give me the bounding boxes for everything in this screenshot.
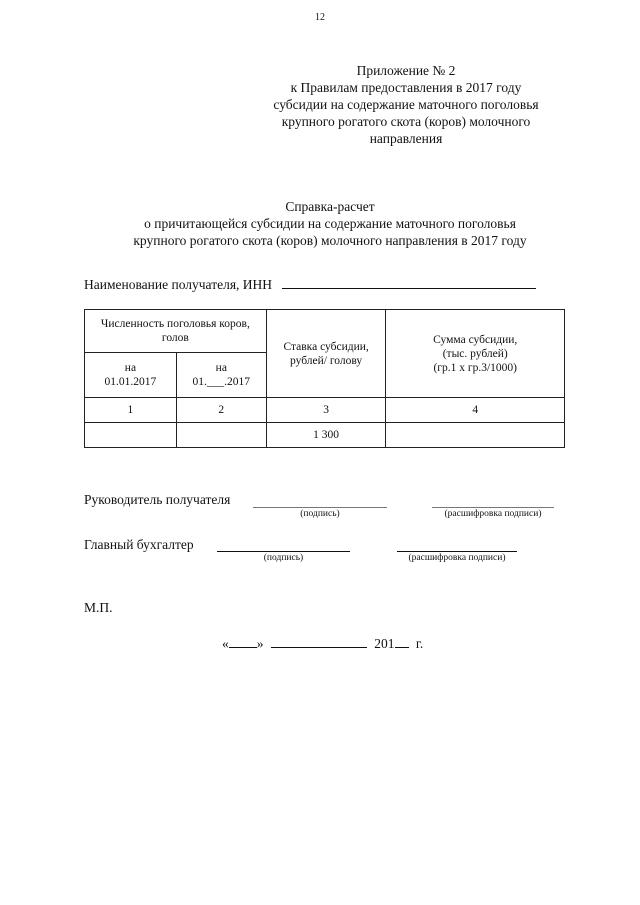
header-on-prefix: на <box>215 362 227 374</box>
accountant-signature-hint: (подпись) <box>263 553 304 563</box>
data-cell-sum[interactable] <box>386 423 565 448</box>
header-rate: Ставка субсидии, рублей/ голову <box>266 310 386 398</box>
header-date-value: 01.___.2017 <box>192 376 251 388</box>
header-sum-line: (гр.1 х гр.3/1000) <box>433 361 518 374</box>
appendix-line: Приложение № 2 <box>356 63 456 78</box>
year-suffix: г. <box>415 636 424 651</box>
year-prefix: 201 <box>374 636 395 651</box>
head-signature-line[interactable] <box>253 506 387 508</box>
data-cell-livestock-start[interactable] <box>85 423 177 448</box>
header-on-prefix: на <box>124 362 137 374</box>
appendix-header <box>236 62 576 147</box>
header-sum-line: (тыс. рублей) <box>442 347 508 360</box>
title-line: о причитающейся субсидии на содержание маточного поголовья <box>144 216 516 231</box>
title-line: Справка-расчет <box>285 199 375 214</box>
header-date-1 <box>85 353 177 398</box>
data-cell-rate: 1 300 <box>266 423 386 448</box>
stamp-label: М.П. <box>84 600 113 615</box>
col-number: 2 <box>176 398 266 423</box>
recipient-row <box>84 276 536 293</box>
date-open-quote: « <box>222 636 229 651</box>
col-number: 1 <box>85 398 177 423</box>
document-title <box>60 198 600 249</box>
year-field[interactable] <box>395 636 409 648</box>
col-number: 3 <box>266 398 386 423</box>
head-decoding-hint: (расшифровка подписи) <box>444 509 542 519</box>
page-number: 12 <box>315 12 325 23</box>
header-date-2 <box>176 353 266 398</box>
title-line: крупного рогатого скота (коров) молочного направления в 2017 году <box>133 233 527 248</box>
head-signature-hint: (подпись) <box>300 509 340 519</box>
recipient-input-line[interactable] <box>282 276 536 289</box>
subsidy-table <box>84 309 565 448</box>
head-decoding-line[interactable] <box>432 506 554 508</box>
appendix-line: к Правилам предоставления в 2017 году <box>290 80 522 95</box>
header-sum <box>386 310 565 398</box>
header-date-value: 01.01.2017 <box>104 376 157 388</box>
accountant-label: Главный бухгалтер <box>84 537 194 552</box>
accountant-decoding-hint: (расшифровка подписи) <box>408 553 506 563</box>
appendix-line: направления <box>369 131 443 146</box>
accountant-decoding-line[interactable] <box>397 550 517 552</box>
head-label: Руководитель получателя <box>84 492 231 507</box>
data-cell-livestock-end[interactable] <box>176 423 266 448</box>
col-number: 4 <box>386 398 565 423</box>
appendix-line: субсидии на содержание маточного поголовья <box>273 97 539 112</box>
header-sum-line: Сумма субсидии, <box>433 333 518 346</box>
date-close-quote: » <box>256 636 264 651</box>
header-livestock: Численность поголовья коров, голов <box>85 310 267 353</box>
month-field[interactable] <box>271 636 367 648</box>
recipient-label: Наименование получателя, ИНН <box>84 277 273 292</box>
accountant-signature-line[interactable] <box>217 550 350 552</box>
appendix-line: крупного рогатого скота (коров) молочного <box>281 114 531 129</box>
day-field[interactable] <box>229 636 257 648</box>
date-line <box>222 636 423 652</box>
